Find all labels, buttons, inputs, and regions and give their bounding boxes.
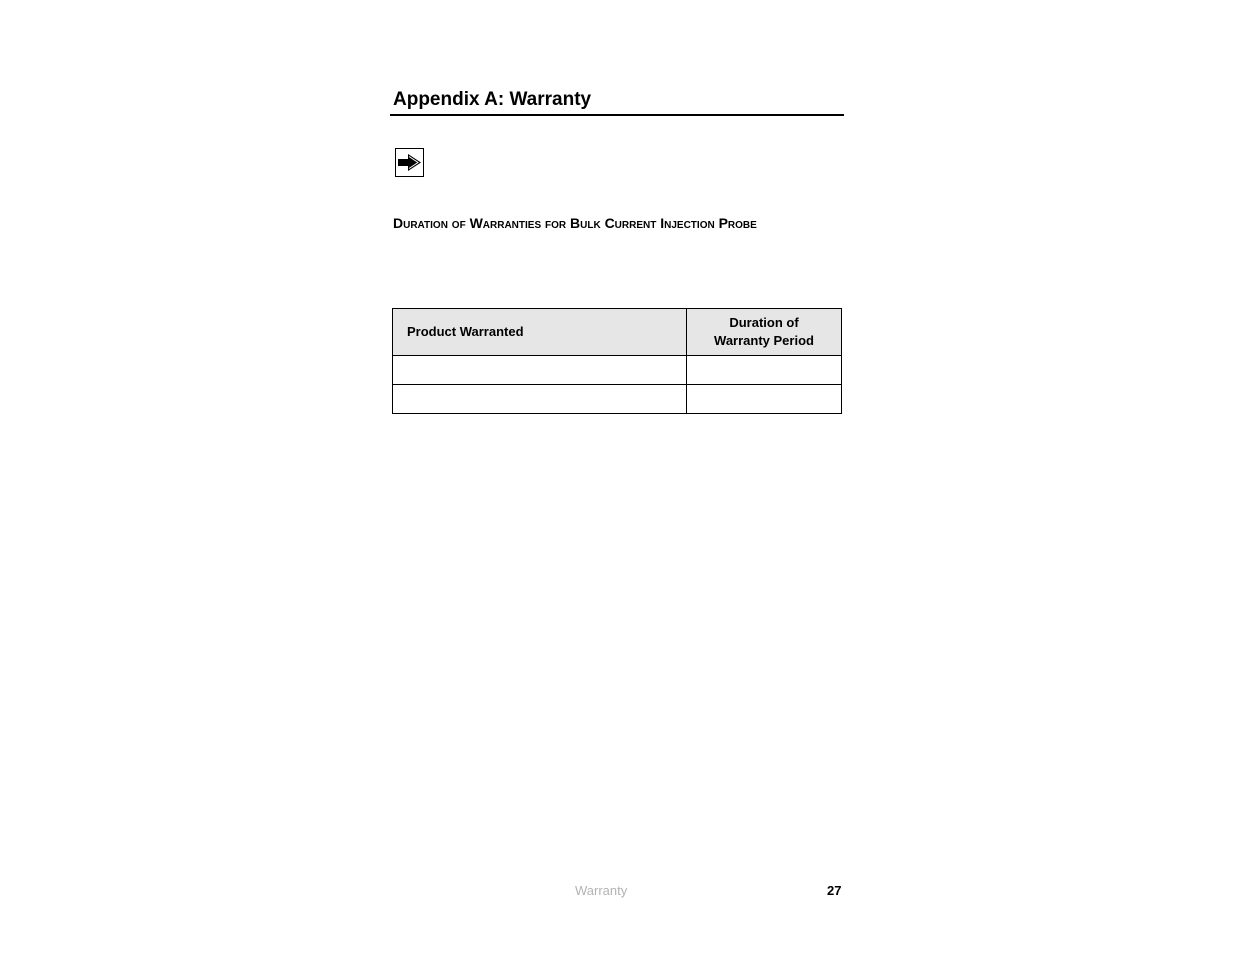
cell-product <box>393 385 687 414</box>
header-duration-of-warranty-period <box>687 309 842 356</box>
table-row <box>393 385 842 414</box>
warranty-table <box>392 308 842 414</box>
cell-duration <box>687 356 842 385</box>
page-title: Appendix A: Warranty <box>393 89 592 110</box>
header-duration-line-1: Duration of <box>729 315 799 330</box>
header-duration-line-2: Warranty Period <box>714 333 814 348</box>
table-row <box>393 356 842 385</box>
cell-duration <box>687 385 842 414</box>
cell-product <box>393 356 687 385</box>
page-number: 27 <box>827 883 842 898</box>
header-product-warranted: Product Warranted <box>393 309 687 356</box>
title-rule <box>390 114 844 116</box>
footer-title: Warranty <box>575 883 628 898</box>
table-header-row <box>393 309 842 356</box>
arrow-right-icon <box>395 148 424 177</box>
section-heading: Duration of Warranties for Bulk Current Injection Probe <box>393 215 757 231</box>
